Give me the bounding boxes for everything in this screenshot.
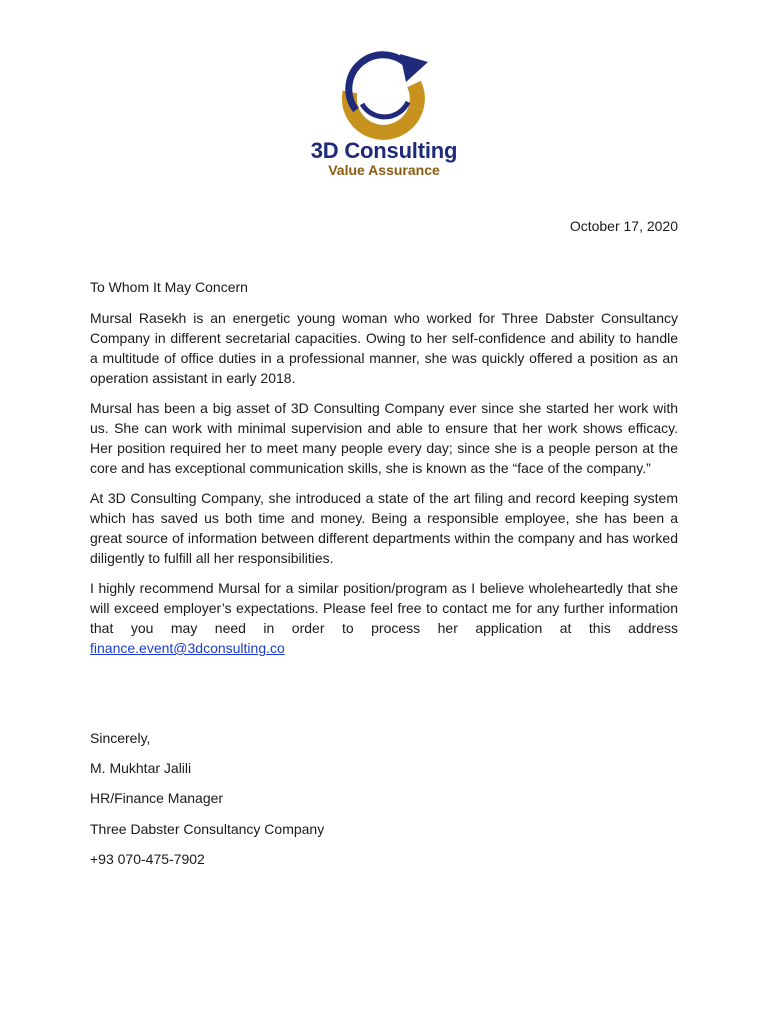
email-link[interactable]: finance.event@3dconsulting.co: [90, 640, 285, 656]
salutation: To Whom It May Concern: [90, 279, 248, 295]
signer-title: HR/Finance Manager: [90, 790, 224, 807]
paragraph: I highly recommend Mursal for a similar position/program as I believe wholeheartedly that she will exceed employer’s expectations. Please feel free to contact me for any further information that you may need in order to process her application at this address: [90, 580, 678, 636]
paragraph: Mursal Rasekh is an energetic young woman who worked for Three Dabster Consultancy Company in different secretarial capacities. Owing to her self-confidence and ability to handle a multitude of office duties in a professional manner, she was quickly offered a position as an operation assistant in early 2018.: [90, 310, 678, 386]
sign-off: Sincerely,: [90, 730, 151, 746]
circular-arrows-icon: [336, 44, 436, 140]
paragraph-contact: [90, 578, 678, 658]
signer-company: Three Dabster Consultancy Company: [90, 820, 325, 837]
logo-company-name: 3D Consulting: [310, 138, 458, 163]
signer-phone: +93 070-475-7902: [90, 850, 205, 867]
paragraph: Mursal has been a big asset of 3D Consulting Company ever since she started her work with us. She can work with minimal supervision and able to ensure that her work shows efficacy. Her position required her to meet many people every day; since she is a people person at the core and has exceptional communication skills, she is known as the “face of the company.”: [90, 400, 678, 476]
company-logo: [304, 44, 464, 180]
logo-tagline: Value Assurance: [328, 162, 440, 178]
letter-body: [90, 308, 678, 668]
letter-date: October 17, 2020: [569, 218, 678, 234]
signer-name: M. Mukhtar Jalili: [90, 760, 192, 777]
signature-block: [90, 730, 324, 881]
paragraph: At 3D Consulting Company, she introduced a state of the art filing and record keeping system which has saved us both time and money. Being a responsible employee, she has been a great source of information between different departments within the company and has worked diligently to fulfill all her responsibilities.: [90, 490, 678, 566]
